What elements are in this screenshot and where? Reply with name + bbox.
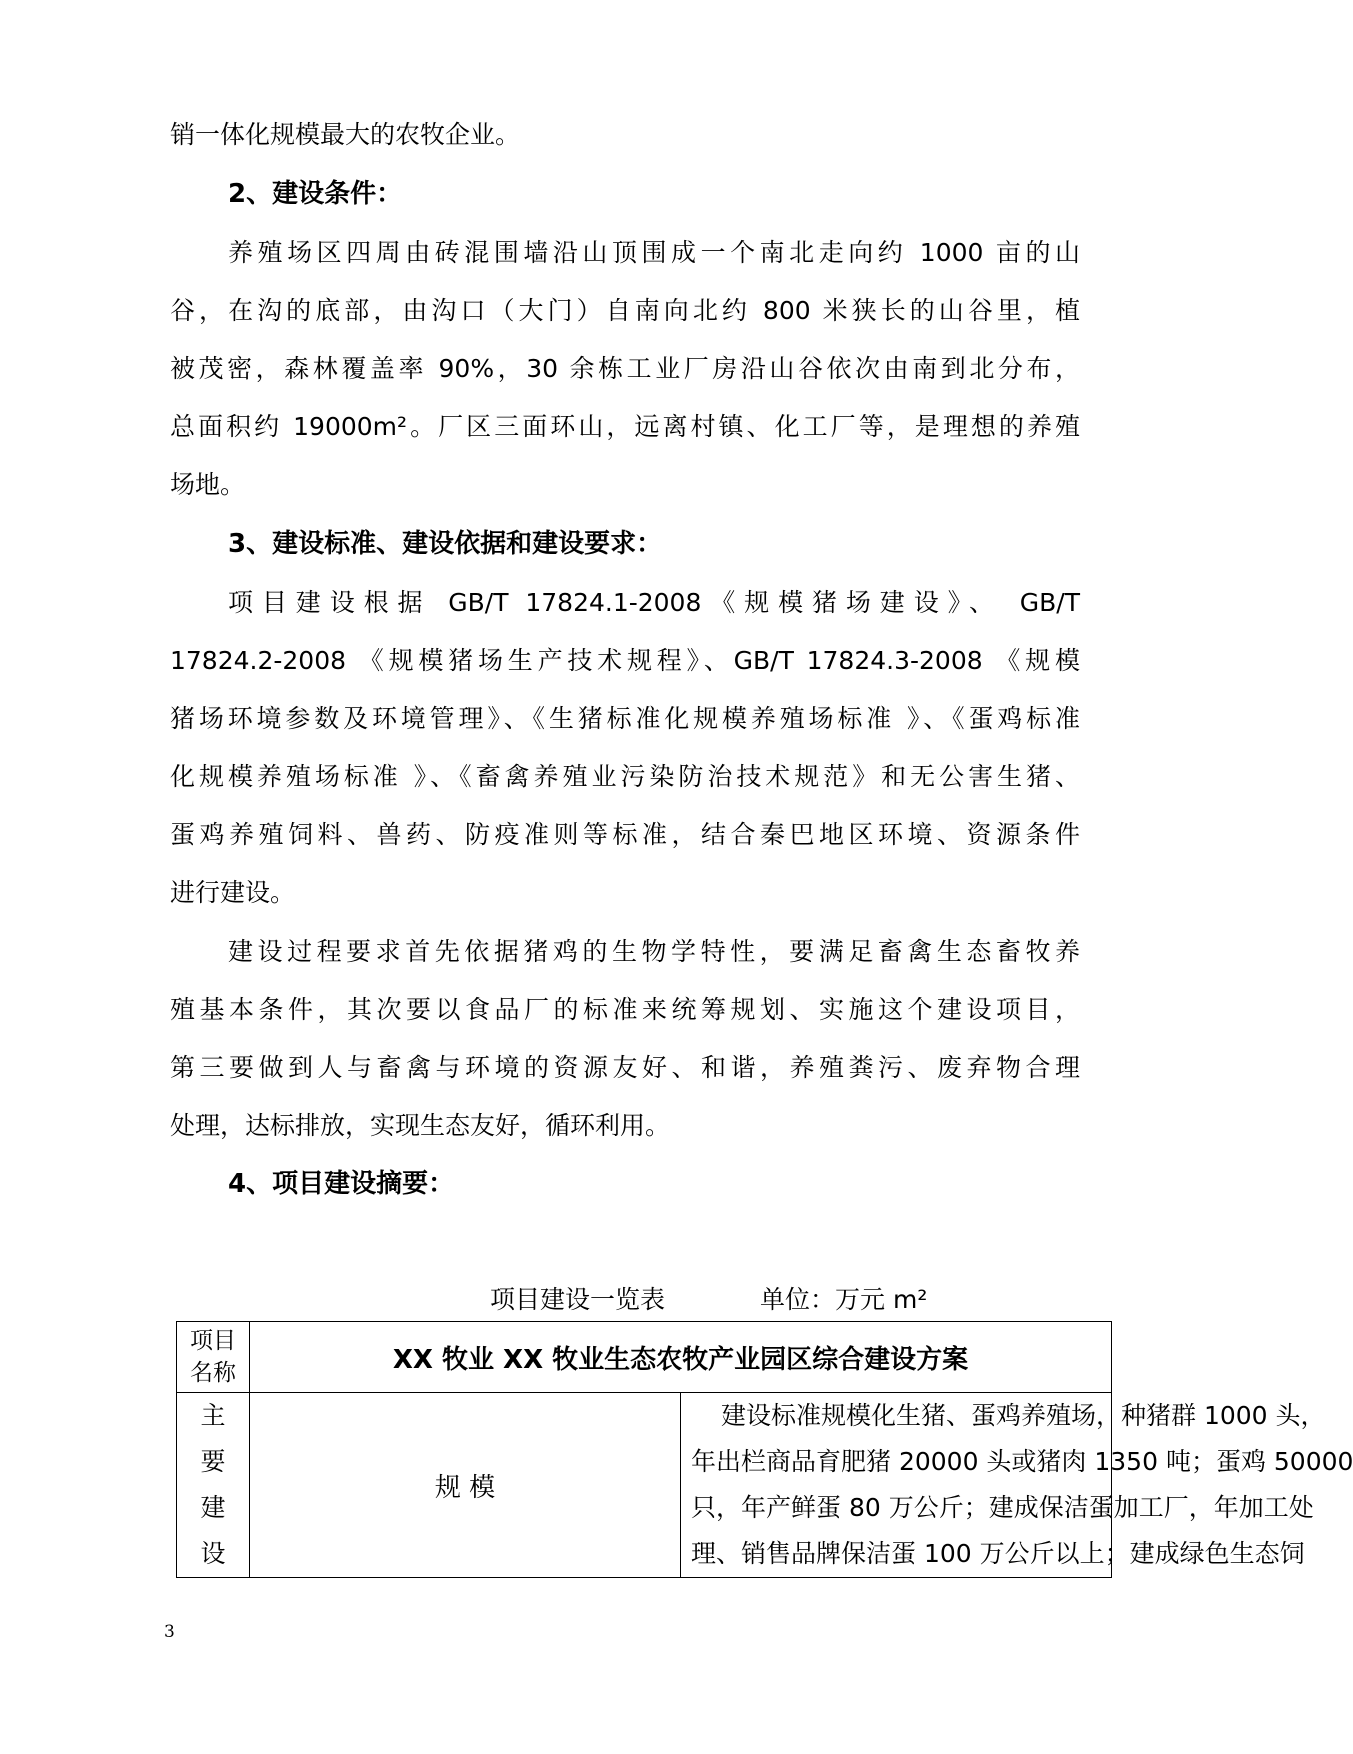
paragraph-line: 被茂密，森林覆盖率 90%，30 余栋工业厂房沿山谷依次由南到北分布，	[170, 354, 1080, 383]
paragraph-line: 建设过程要求首先依据猪鸡的生物学特性，要满足畜禽生态畜牧养	[228, 937, 1080, 966]
main-construction-label	[177, 1393, 250, 1578]
section-heading-4: 4、项目建设摘要：	[228, 1169, 455, 1199]
paragraph-line: 处理，达标排放，实现生态友好，循环利用。	[170, 1111, 671, 1140]
paragraph-line: 猪场环境参数及环境管理》、《生猪标准化规模养殖场标准 》、《蛋鸡标准	[170, 704, 1080, 733]
table-row	[177, 1393, 1112, 1578]
paragraph-line: 化规模养殖场标准 》、《畜禽养殖业污染防治技术规范》和无公害生猪、	[170, 762, 1080, 791]
label-char: 建	[200, 1493, 226, 1522]
page-number: 3	[164, 1622, 175, 1642]
scale-description-cell	[681, 1393, 1353, 1578]
section-heading-3: 3、建设标准、建设依据和建设要求：	[228, 529, 663, 559]
description-line: 理、销售品牌保洁蛋 100 万公斤以上；建成绿色生态饲	[691, 1539, 1305, 1568]
paragraph-line: 殖基本条件，其次要以食品厂的标准来统筹规划、实施这个建设项目，	[170, 995, 1080, 1024]
section-heading-2: 2、建设条件：	[228, 179, 403, 209]
description-line: 年出栏商品育肥猪 20000 头或猪肉 1350 吨；蛋鸡 50000	[691, 1447, 1353, 1476]
paragraph-line: 总面积约 19000m²。厂区三面环山，远离村镇、化工厂等，是理想的养殖	[170, 412, 1080, 441]
label-char: 主	[200, 1401, 226, 1430]
label-char: 要	[200, 1447, 226, 1476]
header-label-line: 项目	[190, 1328, 236, 1354]
header-label-cell	[177, 1322, 250, 1393]
project-summary-table	[176, 1321, 1353, 1578]
project-title-cell: XX 牧业 XX 牧业生态农牧产业园区综合建设方案	[250, 1322, 1112, 1393]
paragraph-line: 项目建设根据 GB/T 17824.1-2008《规模猪场建设》、 GB/T	[228, 588, 1080, 617]
paragraph-line: 蛋鸡养殖饲料、兽药、防疫准则等标准，结合秦巴地区环境、资源条件	[170, 820, 1080, 849]
paragraph-line: 销一体化规模最大的农牧企业。	[170, 120, 521, 149]
paragraph-line: 进行建设。	[170, 878, 296, 907]
header-label-line: 名称	[190, 1360, 236, 1386]
paragraph-line: 17824.2-2008 《规模猪场生产技术规程》、GB/T 17824.3-2008 《规模	[170, 646, 1080, 675]
paragraph-line: 场地。	[170, 470, 246, 499]
scale-label-cell: 规 模	[250, 1393, 681, 1578]
label-char: 设	[200, 1539, 226, 1568]
paragraph-line: 谷，在沟的底部，由沟口（大门）自南向北约 800 米狭长的山谷里，植	[170, 296, 1080, 325]
description-line: 只，年产鲜蛋 80 万公斤；建成保洁蛋加工厂，年加工处	[691, 1493, 1314, 1522]
table-caption-title: 项目建设一览表	[490, 1285, 666, 1314]
description-line: 建设标准规模化生猪、蛋鸡养殖场，种猪群 1000 头，	[721, 1401, 1326, 1430]
table-caption	[490, 1283, 927, 1317]
table-unit: 单位：万元 m²	[760, 1285, 928, 1314]
table-row	[177, 1322, 1112, 1393]
paragraph-line: 第三要做到人与畜禽与环境的资源友好、和谐，养殖粪污、废弃物合理	[170, 1053, 1080, 1082]
paragraph-line: 养殖场区四周由砖混围墙沿山顶围成一个南北走向约 1000 亩的山	[228, 238, 1080, 267]
